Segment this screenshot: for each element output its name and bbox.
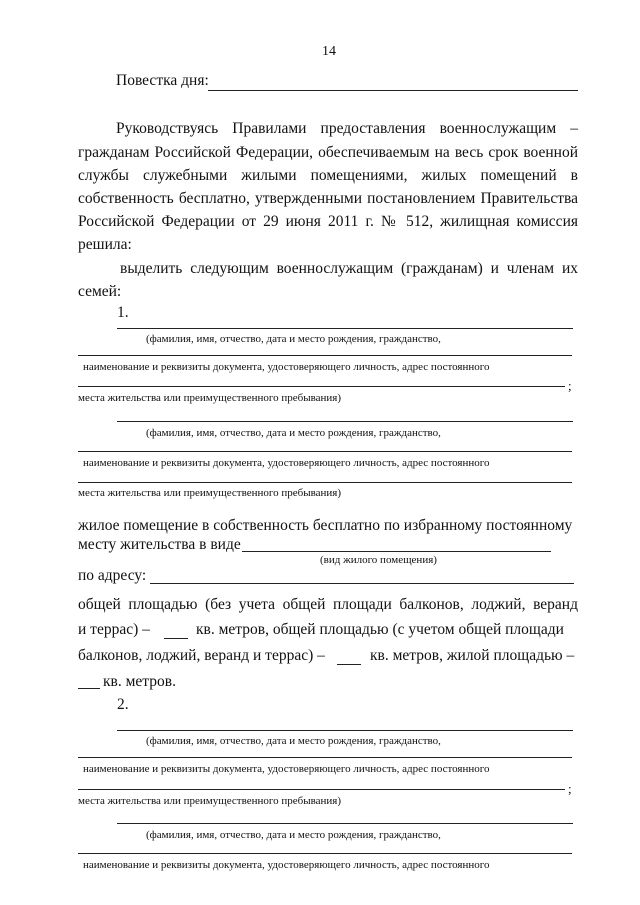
area-line-2b: кв. метров, общей площадью (с учетом общей площади (196, 621, 564, 638)
housing-type-field-line[interactable] (242, 551, 551, 552)
preamble-line-1: Руководствуясь Правилами предоставления военнослужащим – (116, 120, 578, 137)
item2-person1-doc-line[interactable] (78, 757, 572, 758)
caption-fio: (фамилия, имя, отчество, дата и место рождения, гражданство, (146, 427, 441, 439)
allocate-line-1: выделить следующим военнослужащим (гражданам) и членам их (120, 260, 578, 277)
agenda-field-line[interactable] (208, 90, 578, 91)
preamble-line-4: собственность бесплатно, утвержденными постановлением Правительства (78, 190, 578, 207)
allocate-line-2: семей: (78, 283, 122, 300)
caption-doc: наименование и реквизиты документа, удостоверяющего личность, адрес постоянного (83, 361, 490, 373)
preamble-line-2: гражданам Российской Федерации, обеспечиваемым на весь срок военной (78, 144, 578, 161)
semicolon: ; (568, 378, 572, 393)
item1-person2-res-line[interactable] (78, 482, 572, 483)
area-line-3b: кв. метров, жилой площадью – (370, 647, 575, 664)
area-line-2a: и террас) – (78, 621, 150, 638)
semicolon: ; (568, 781, 572, 796)
address-field-line[interactable] (150, 583, 574, 584)
area-line-3a: балконов, лоджий, веранд и террас) – (78, 647, 325, 664)
preamble-line-6: решила: (78, 236, 132, 253)
total-area-field[interactable] (164, 638, 188, 639)
housing-line-2: месту жительства в виде (78, 536, 241, 553)
caption-res: места жительства или преимущественного пребывания) (78, 392, 342, 404)
item2-person2-fio-line[interactable] (117, 823, 573, 824)
item1-person1-res-line[interactable] (78, 386, 565, 387)
caption-doc: наименование и реквизиты документа, удостоверяющего личность, адрес постоянного (83, 457, 490, 469)
caption-fio: (фамилия, имя, отчество, дата и место рождения, гражданство, (146, 829, 441, 841)
item-1-number: 1. (117, 304, 129, 321)
caption-housing-type: (вид жилого помещения) (320, 554, 437, 566)
living-area-field[interactable] (78, 688, 100, 689)
preamble-line-3: службы служебными жилыми помещениями, жилых помещений в (78, 167, 578, 184)
item1-person1-doc-line[interactable] (78, 355, 572, 356)
item2-person1-fio-line[interactable] (117, 730, 573, 731)
caption-res: места жительства или преимущественного пребывания) (78, 795, 342, 807)
caption-doc: наименование и реквизиты документа, удостоверяющего личность, адрес постоянного (83, 763, 490, 775)
address-label: по адресу: (78, 567, 147, 584)
item2-person1-res-line[interactable] (78, 789, 565, 790)
page-number: 14 (322, 44, 336, 59)
item2-person2-doc-line[interactable] (78, 853, 572, 854)
caption-res: места жительства или преимущественного пребывания) (78, 487, 342, 499)
caption-fio: (фамилия, имя, отчество, дата и место рождения, гражданство, (146, 333, 441, 345)
preamble-line-5: Российской Федерации от 29 июня 2011 г. № 512, жилищная комиссия (78, 213, 578, 230)
area-line-4: кв. метров. (103, 673, 176, 690)
total-area-incl-field[interactable] (337, 664, 361, 665)
area-line-1: общей площадью (без учета общей площади балконов, лоджий, веранд (78, 596, 578, 613)
housing-line-1: жилое помещение в собственность бесплатно по избранному постоянному (78, 517, 573, 534)
agenda-label: Повестка дня: (116, 72, 209, 89)
caption-doc: наименование и реквизиты документа, удостоверяющего личность, адрес постоянного (83, 859, 490, 871)
item1-person2-doc-line[interactable] (78, 451, 572, 452)
caption-fio: (фамилия, имя, отчество, дата и место рождения, гражданство, (146, 735, 441, 747)
item1-person1-fio-line[interactable] (117, 328, 573, 329)
item1-person2-fio-line[interactable] (117, 421, 573, 422)
item-2-number: 2. (117, 696, 129, 713)
